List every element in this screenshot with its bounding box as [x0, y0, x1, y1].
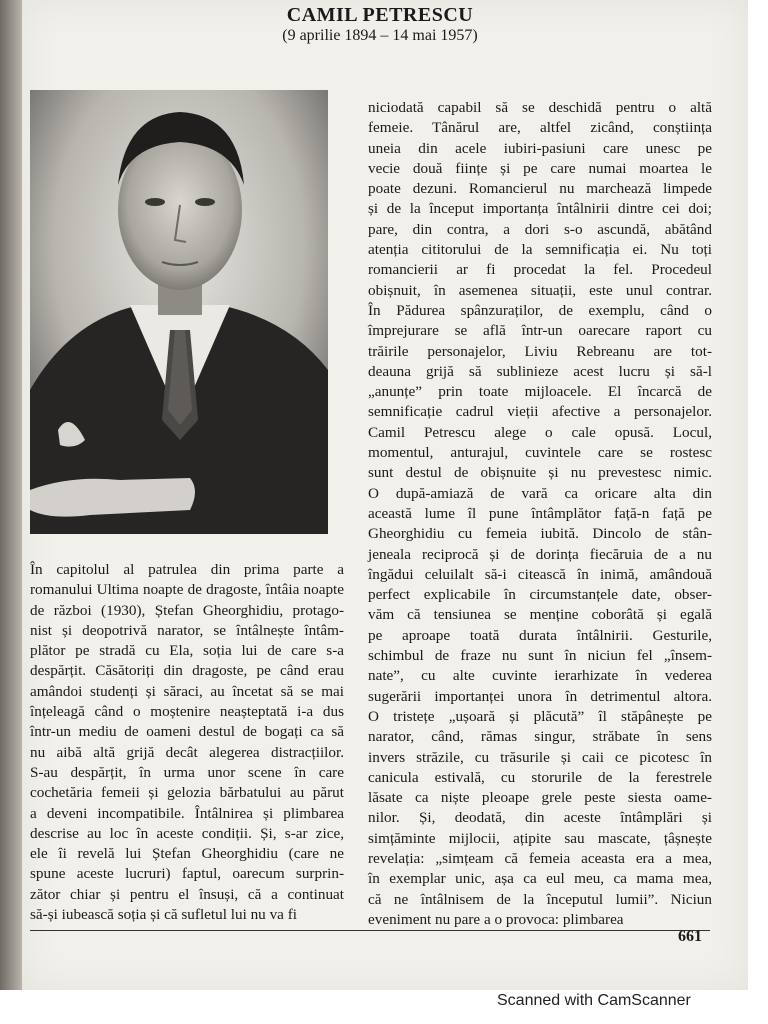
text-line: nu aibă altă grijă decât alegerea distracțiilor. [30, 743, 344, 761]
text-line: S-au despărțit, în urma unor scene în care [30, 763, 344, 781]
text-line: despărțit. Căsătoriți din dragoste, pe când erau [30, 662, 344, 680]
scanner-watermark: Scanned with CamScanner [497, 992, 691, 1009]
left-text-column [30, 560, 344, 925]
text-line: că ne întâlnisem de la începutul lumii”. Niciun [368, 890, 712, 908]
footer-rule [30, 930, 710, 931]
text-line: în exemplar unic, așa ca eul meu, ca mama mea, [368, 870, 712, 888]
text-line: a deveni incompatibile. Întâlnirea și plimbarea [30, 804, 344, 822]
text-line: O după-amiază de vară ca oricare alta din [368, 484, 712, 502]
text-line: În Pădurea spânzuraților, de exemplu, când o [368, 301, 712, 319]
text-line: pare, din contra, a dori s-o ascundă, abătând [368, 220, 712, 238]
text-line: Camil Petrescu alege o cale opusă. Locul, [368, 423, 712, 441]
text-line: îngădui celuilalt să-i citească în inimă, amândouă [368, 565, 712, 583]
text-line: cochetăria femeii și gelozia bărbatului au părut [30, 784, 344, 802]
text-line: lăsate ca niște pleoape grele peste siesta oame- [368, 789, 712, 807]
text-line: revelația: „simțeam că femeia aceasta era a mea, [368, 849, 712, 867]
text-line: nate”, cu alte cuvinte ierarhizate în vederea [368, 667, 712, 685]
text-line: într-un mediu de oameni destul de bogați ca să [30, 723, 344, 741]
text-line: sunt destul de obișnuite și nu prevestesc nimic. [368, 464, 712, 482]
text-line: împrejurare se află într-un oarecare raport cu [368, 322, 712, 340]
text-line: și de la început importanța întâlnirii dintre cei doi; [368, 200, 712, 218]
text-line: femeie. Tânărul are, altfel zicând, conștiința [368, 119, 712, 137]
page-title: CAMIL PETRESCU [286, 4, 474, 26]
text-line: semnificație cadrul vieții afective a personajelor. [368, 403, 712, 421]
text-line: să-și iubească soția și că sufletul lui nu va fi [30, 906, 297, 924]
text-line: de război (1930), Ștefan Gheorghidiu, protago- [30, 601, 344, 619]
text-line: „anunțe” prin toate mijloacele. El încarcă de [368, 383, 712, 401]
text-line: deauna grijă să sublinieze acest lucru și să-l [368, 362, 712, 380]
text-line: ele îi revelă lui Ștefan Gheorghidiu (care ne [30, 845, 344, 863]
text-line: văm că tensiunea se menține coborâtă și egală [368, 606, 712, 624]
text-line: descrise au loc în aceste condiții. Și, s-ar zice, [30, 824, 344, 842]
text-line: amândoi studenți și săraci, au încetat să se mai [30, 682, 344, 700]
text-line: simțăminte mijlocii, ațipite sau mascate, țâșnește [368, 829, 712, 847]
text-line: vecie două ființe și pe care numai moartea le [368, 159, 712, 177]
header [250, 4, 510, 45]
text-line: această lume îl pune întâmplător față-n față pe [368, 504, 712, 522]
text-line: romanului Ultima noapte de dragoste, întâia noapte [30, 581, 344, 599]
text-line: În capitolul al patrulea din prima parte a [30, 561, 344, 578]
page-number: 661 [678, 928, 702, 945]
portrait-photo [30, 90, 328, 534]
text-line: pe aproape toată durata întâlnirii. Gesturile, [368, 626, 712, 644]
text-line: invers străzile, cu trăsurile și caii ce picotesc în [368, 748, 712, 766]
text-line: poate dezuni. Romancierul nu marchează limpede [368, 180, 712, 198]
text-line: schimbul de fraze nu sunt în niciun fel „însem- [368, 647, 712, 665]
text-line: romancierii ar fi procedat la fel. Procedeul [368, 261, 712, 279]
text-line: nist și deopotrivă narator, se întâlnește întâm- [30, 621, 344, 639]
text-line: momentul, anturajul, cuvintele care se rostesc [368, 444, 712, 462]
text-line: spune aceste lucruri) faptul, oarecum surprin- [30, 865, 344, 883]
text-line: plător pe stradă cu Ela, soția lui de care s-a [30, 642, 344, 660]
text-line: atenția cititorului de la semnificația ei. Nu toți [368, 241, 712, 259]
text-line: obișnuit, în asemenea situații, este unul contrar. [368, 281, 712, 299]
text-line: jeneala reciprocă și de dorința fiecăruia de a nu [368, 545, 712, 563]
text-line: sugerării importanței unora în detrimentul altora. [368, 687, 712, 705]
portrait-icon [30, 90, 328, 534]
text-line: înțeleagă când o moștenire neașteptată i-a dus [30, 703, 344, 721]
text-line: trăirile personajelor, Liviu Rebreanu are tot- [368, 342, 712, 360]
text-line: niciodată capabil să se deschidă pentru o altă [368, 99, 712, 116]
text-line: zător chiar și pentru el însuși, că a continuat [30, 885, 344, 903]
text-line: nilor. Și, deodată, din aceste întâmplări și [368, 809, 712, 827]
text-line: uneia din acele iubiri-pasiuni care unesc pe [368, 139, 712, 157]
text-line: Gheorghidiu cu femeia iubită. Dincolo de stân- [368, 525, 712, 543]
text-line: perfect explicabile în circumstanțele date, obser- [368, 586, 712, 604]
text-line: eveniment nu pare a o provoca: plimbarea [368, 910, 624, 928]
right-text-column [368, 98, 712, 930]
text-line: O tristețe „ușoară și plăcută” îl stăpânește pe [368, 707, 712, 725]
life-dates: (9 aprilie 1894 – 14 mai 1957) [282, 27, 478, 44]
text-line: narator, când, rămas singur, străbate în sens [368, 728, 712, 746]
text-line: canicula estivală, cu storurile de la ferestrele [368, 768, 712, 786]
page-edge-shadow [0, 0, 22, 990]
